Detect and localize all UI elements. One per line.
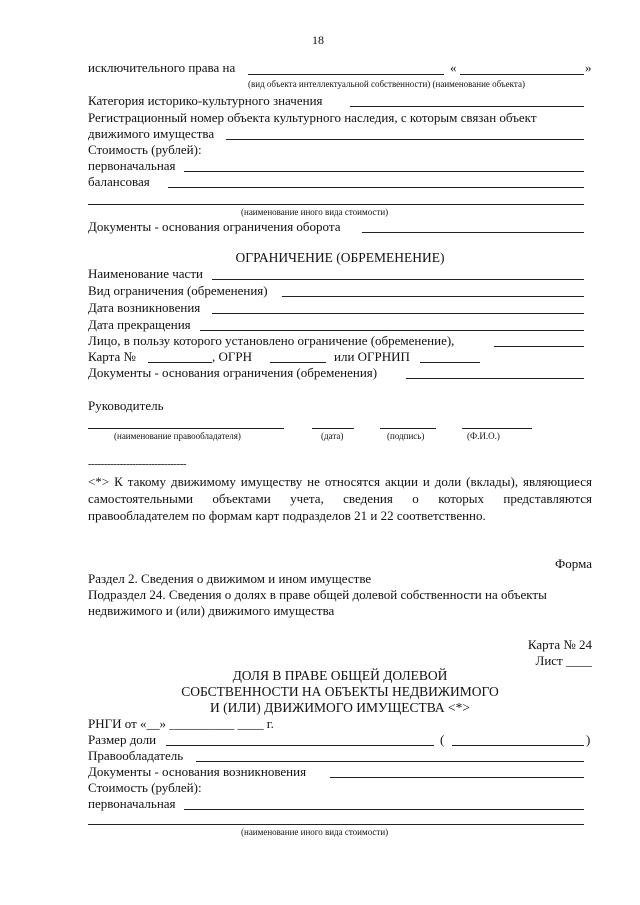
restriction-docs-line[interactable] xyxy=(406,378,584,379)
reg-number-line1: Регистрационный номер объекта культурного наследия, с которым связан объект xyxy=(88,110,537,125)
form-title-line3: И (ИЛИ) ДВИЖИМОГО ИМУЩЕСТВА <*> xyxy=(210,700,470,715)
form-label: Форма xyxy=(555,556,592,571)
initial-cost-label: первоначальная xyxy=(88,158,176,173)
restriction-docs-label: Документы - основания ограничения (обременения) xyxy=(88,365,378,380)
caption-other-cost: (наименование иного вида стоимости) xyxy=(241,207,389,217)
end-date-label: Дата прекращения xyxy=(88,317,191,332)
balance-cost-line[interactable] xyxy=(168,187,584,188)
rngi-date: РНГИ от «__» __________ ____ г. xyxy=(88,716,274,731)
holder-label: Правообладатель xyxy=(88,748,184,763)
quote-close: » xyxy=(585,60,592,75)
start-date-label: Дата возникновения xyxy=(88,300,201,315)
docs-origin-label: Документы - основания возникновения xyxy=(88,764,307,779)
caption-sign: (подпись) xyxy=(387,431,425,441)
category-line[interactable] xyxy=(350,106,584,107)
other-cost-line[interactable] xyxy=(88,204,584,205)
docs-turnover-label: Документы - основания ограничения оборота xyxy=(88,219,341,234)
form-cost-label: Стоимость (рублей): xyxy=(88,780,202,795)
exclusive-right-label: исключительного права на xyxy=(88,60,236,75)
form-initial-cost-line[interactable] xyxy=(184,809,584,810)
head-label: Руководитель xyxy=(88,398,164,413)
form-title-line2: СОБСТВЕННОСТИ НА ОБЪЕКТЫ НЕДВИЖИМОГО xyxy=(181,684,499,699)
part-name-line[interactable] xyxy=(212,279,584,280)
share-size-words-line[interactable] xyxy=(452,745,584,746)
ogrnip-label: или ОГРНИП xyxy=(334,349,410,364)
holder-sign-line[interactable] xyxy=(88,428,284,429)
form-title-line1: ДОЛЯ В ПРАВЕ ОБЩЕЙ ДОЛЕВОЙ xyxy=(232,668,448,683)
docs-origin-line[interactable] xyxy=(330,777,584,778)
card-no-label: Карта № xyxy=(88,349,136,364)
caption-date: (дата) xyxy=(321,431,344,441)
start-date-line[interactable] xyxy=(212,313,584,314)
person-label: Лицо, в пользу которого установлено ограничение (обременение), xyxy=(88,333,455,348)
caption-ip: (вид объекта интеллектуальной собственности) (наименование объекта) xyxy=(248,79,525,89)
docs-turnover-line[interactable] xyxy=(362,232,584,233)
fio-line[interactable] xyxy=(462,428,532,429)
paren-open: ( xyxy=(440,732,445,747)
form-initial-cost-label: первоначальная xyxy=(88,796,176,811)
ogrn-line[interactable] xyxy=(270,362,326,363)
balance-cost-label: балансовая xyxy=(88,174,150,189)
ogrn-label: , ОГРН xyxy=(212,349,253,364)
reg-number-line2: движимого имущества xyxy=(88,126,215,141)
footnote-separator: ------------------------------- xyxy=(88,458,187,470)
card-no-line[interactable] xyxy=(148,362,212,363)
form-other-cost-line[interactable] xyxy=(88,824,584,825)
initial-cost-line[interactable] xyxy=(184,171,584,172)
ip-type-line[interactable] xyxy=(248,74,444,75)
share-size-label: Размер доли xyxy=(88,732,157,747)
form-caption-other-cost: (наименование иного вида стоимости) xyxy=(241,827,389,837)
page-number: 18 xyxy=(312,33,324,47)
end-date-line[interactable] xyxy=(200,330,584,331)
footnote-text: <*> К такому движимому имуществу не относятся акции и доли (вклады), являющиеся самостоятельными объектами учета, сведения о которых представляются правообладателем по формам карт подразделов 21 и 22 соответственно. xyxy=(88,474,592,523)
cost-label: Стоимость (рублей): xyxy=(88,142,202,157)
subsection-24-line1: Подраздел 24. Сведения о долях в праве общей долевой собственности на объекты xyxy=(88,587,547,602)
reg-number-line[interactable] xyxy=(226,139,584,140)
caption-holder: (наименование правообладателя) xyxy=(114,431,241,441)
person-line[interactable] xyxy=(494,346,584,347)
share-size-line[interactable] xyxy=(166,745,434,746)
caption-fio: (Ф.И.О.) xyxy=(467,431,500,441)
object-name-line[interactable] xyxy=(460,74,584,75)
ogrnip-line[interactable] xyxy=(420,362,480,363)
restriction-title: ОГРАНИЧЕНИЕ (ОБРЕМЕНЕНИЕ) xyxy=(235,250,445,265)
card-number: Карта № 24 xyxy=(527,637,592,652)
category-label: Категория историко-культурного значения xyxy=(88,93,323,108)
subsection-24-line2: недвижимого и (или) движимого имущества xyxy=(88,603,335,618)
signature-line[interactable] xyxy=(380,428,436,429)
paren-close: ) xyxy=(586,732,591,747)
part-name-label: Наименование части xyxy=(88,266,203,281)
holder-line[interactable] xyxy=(196,761,584,762)
sheet-number: Лист ____ xyxy=(535,653,592,668)
quote-open: « xyxy=(450,60,457,75)
restriction-type-line[interactable] xyxy=(282,296,584,297)
date-sign-line[interactable] xyxy=(312,428,354,429)
restriction-type-label: Вид ограничения (обременения) xyxy=(88,283,268,298)
section-2-heading: Раздел 2. Сведения о движимом и ином имуществе xyxy=(88,571,372,586)
